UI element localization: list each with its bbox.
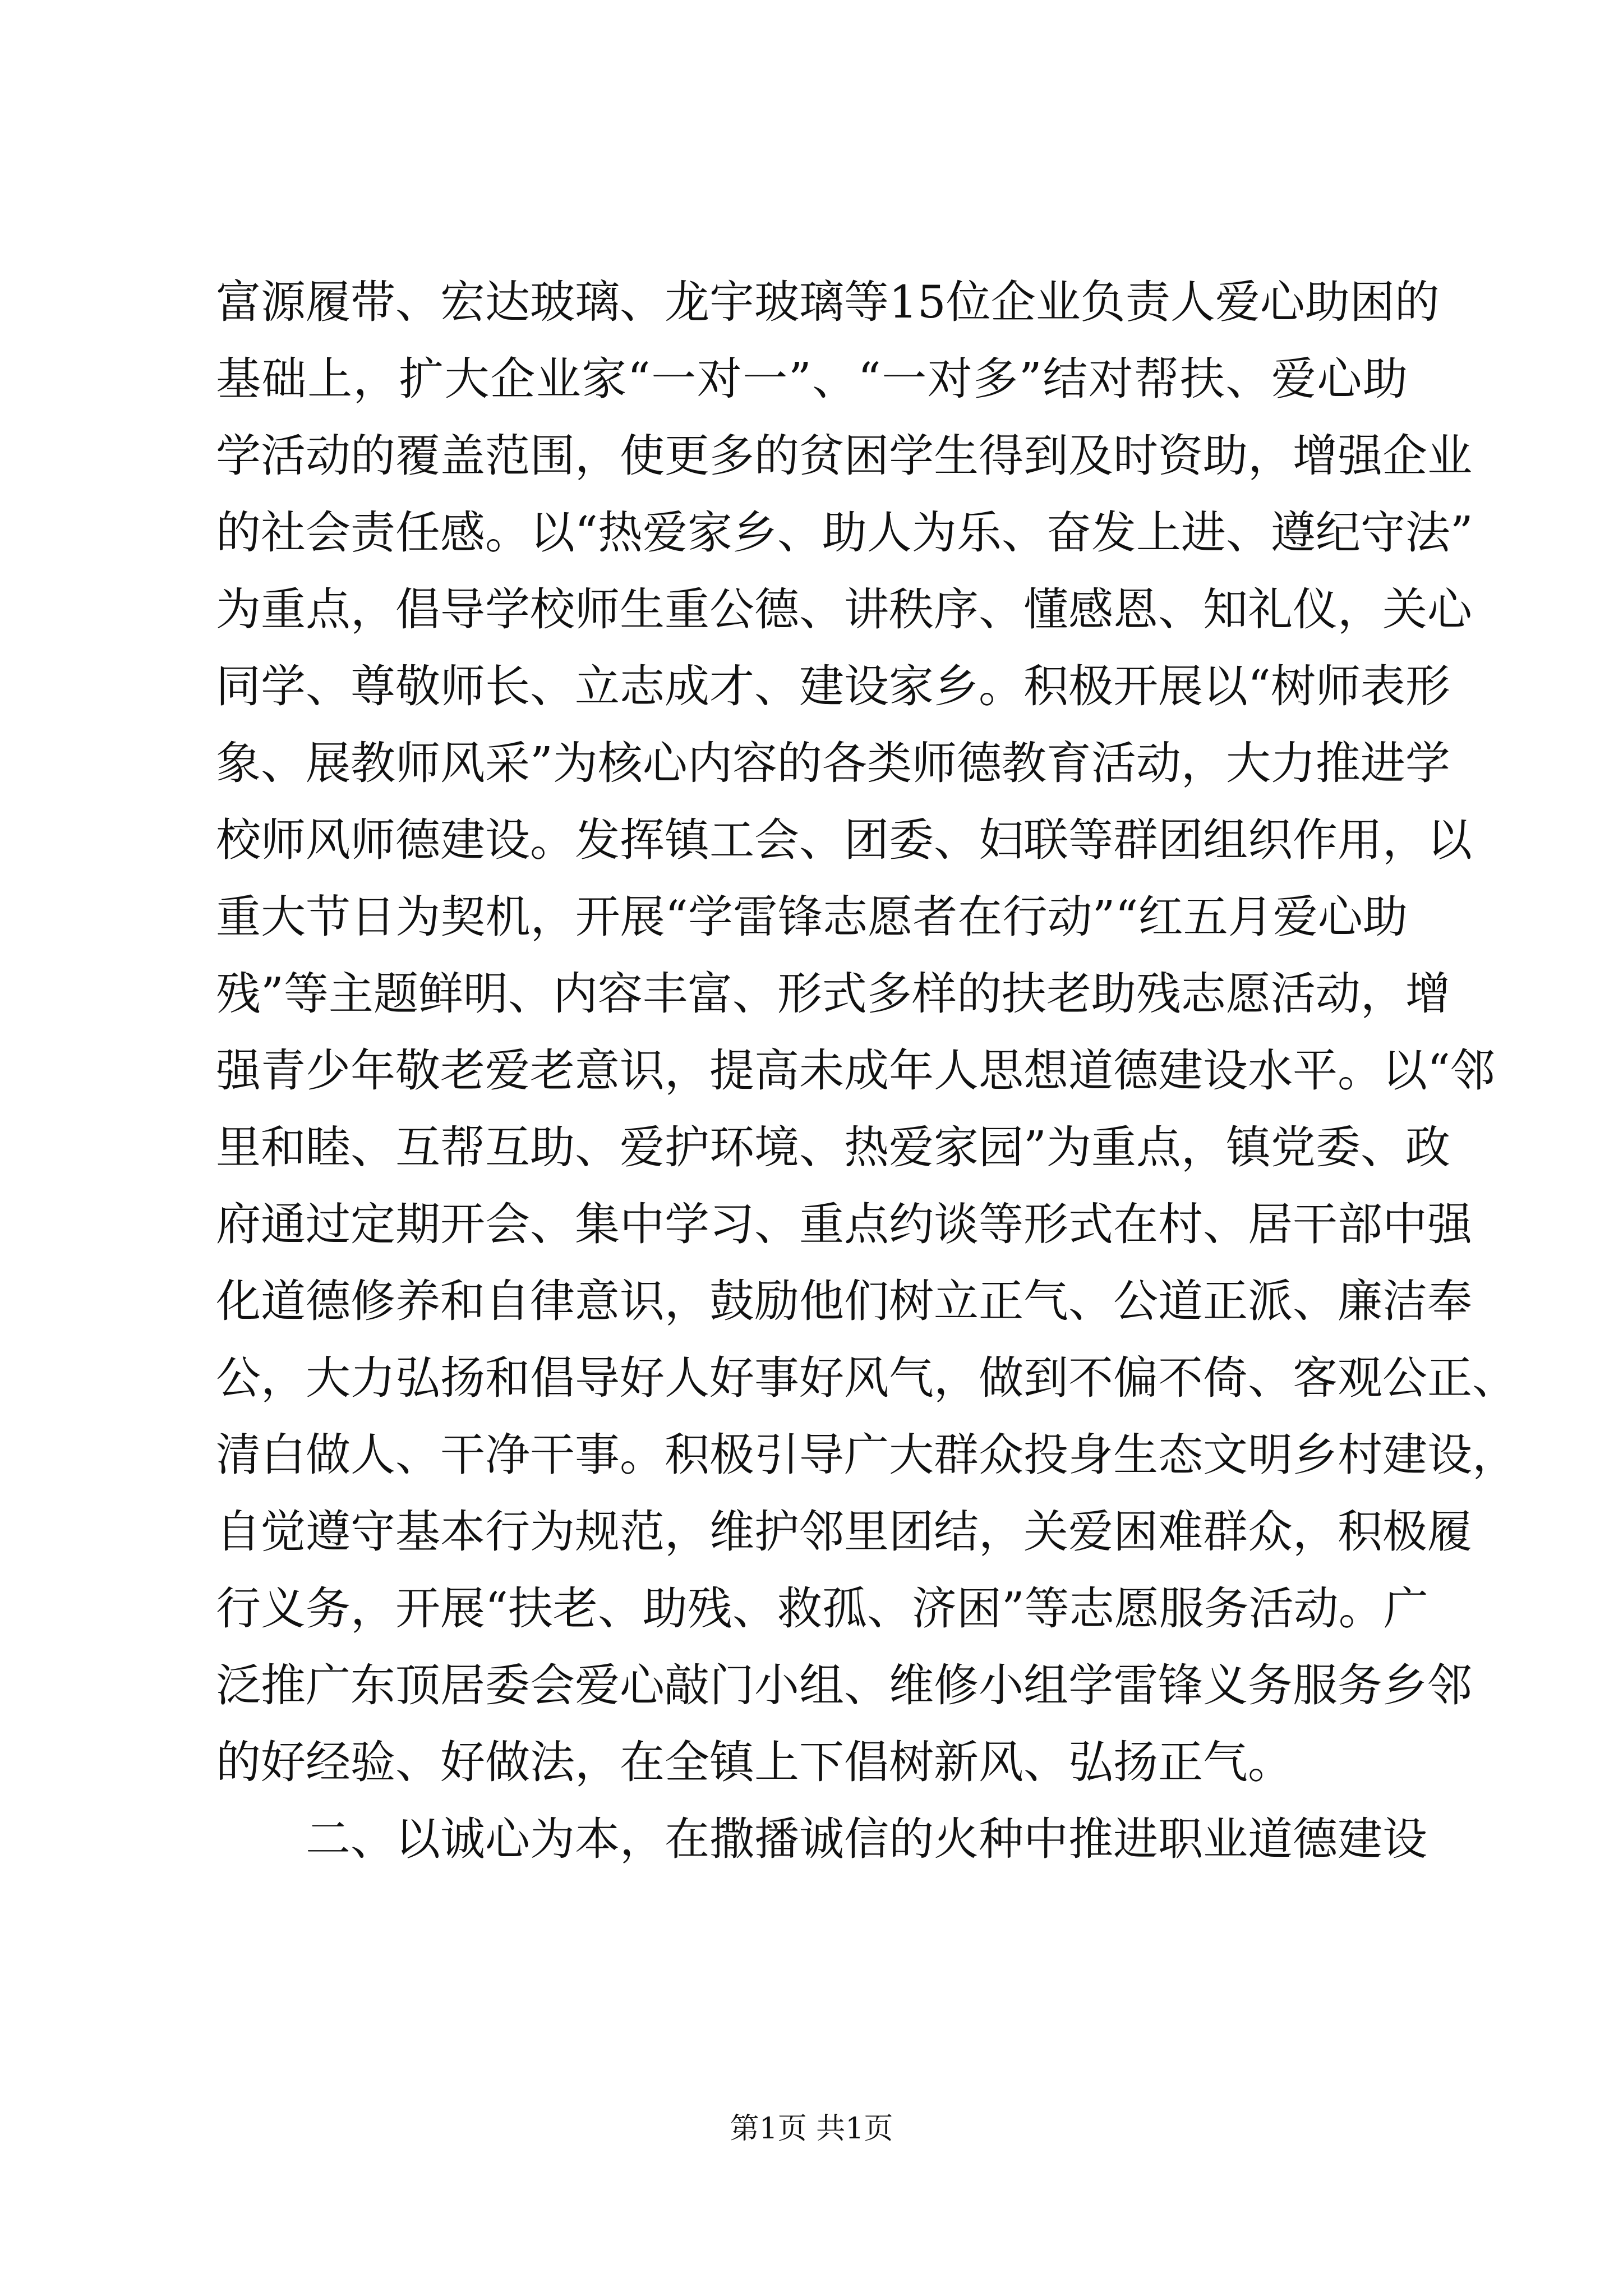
paragraph-line: 基础上，扩大企业家“一对一”、“一对多”结对帮扶、爱心助 bbox=[216, 353, 1408, 405]
paragraph-line: 强青少年敬老爱老意识，提高未成年人思想道德建设水平。以“邻 bbox=[216, 1045, 1495, 1097]
paragraph-line: 同学、尊敬师长、立志成才、建设家乡。积极开展以“树师表形 bbox=[216, 660, 1450, 712]
paragraph-line: 的好经验、好做法，在全镇上下倡树新风、弘扬正气。 bbox=[216, 1736, 1293, 1788]
paragraph-line: 残”等主题鲜明、内容丰富、形式多样的扶老助残志愿活动，增 bbox=[216, 968, 1450, 1020]
paragraph-line: 里和睦、互帮互助、爱护环境、热爱家园”为重点，镇党委、政 bbox=[216, 1121, 1450, 1174]
section-heading: 二、以诚心为本，在撒播诚信的火种中推进职业道德建设 bbox=[306, 1813, 1427, 1865]
paragraph-line: 化道德修养和自律意识，鼓励他们树立正气、公道正派、廉洁奉 bbox=[216, 1275, 1472, 1327]
paragraph-line: 的社会责任感。以“热爱家乡、助人为乐、奋发上进、遵纪守法” bbox=[216, 507, 1473, 559]
body-text bbox=[216, 264, 1517, 1878]
paragraph-line: 泛推广东顶居委会爱心敲门小组、维修小组学雷锋义务服务乡邻 bbox=[216, 1659, 1472, 1711]
paragraph-line: 行义务，开展“扶老、助残、救孤、济困”等志愿服务活动。广 bbox=[216, 1582, 1428, 1635]
paragraph-line: 学活动的覆盖范围，使更多的贫困学生得到及时资助，增强企业 bbox=[216, 430, 1472, 482]
paragraph-line: 为重点，倡导学校师生重公德、讲秩序、懂感恩、知礼仪，关心 bbox=[216, 583, 1472, 636]
paragraph-line: 象、展教师风采”为核心内容的各类师德教育活动，大力推进学 bbox=[216, 737, 1450, 789]
paragraph-line: 校师风师德建设。发挥镇工会、团委、妇联等群团组织作用，以 bbox=[216, 814, 1472, 866]
paragraph-line: 富源履带、宏达玻璃、龙宇玻璃等15位企业负责人爱心助困的 bbox=[216, 276, 1440, 328]
paragraph-line: 公，大力弘扬和倡导好人好事好风气，做到不偏不倚、客观公正、 bbox=[216, 1352, 1517, 1404]
paragraph-line: 府通过定期开会、集中学习、重点约谈等形式在村、居干部中强 bbox=[216, 1198, 1472, 1250]
paragraph-line: 自觉遵守基本行为规范，维护邻里团结，关爱困难群众，积极履 bbox=[216, 1506, 1472, 1558]
page-footer: 第1页 共1页 bbox=[730, 2112, 893, 2146]
paragraph-line: 重大节日为契机，开展“学雷锋志愿者在行动”“红五月爱心助 bbox=[216, 891, 1408, 943]
paragraph-line: 清白做人、干净干事。积极引导广大群众投身生态文明乡村建设， bbox=[216, 1429, 1517, 1481]
